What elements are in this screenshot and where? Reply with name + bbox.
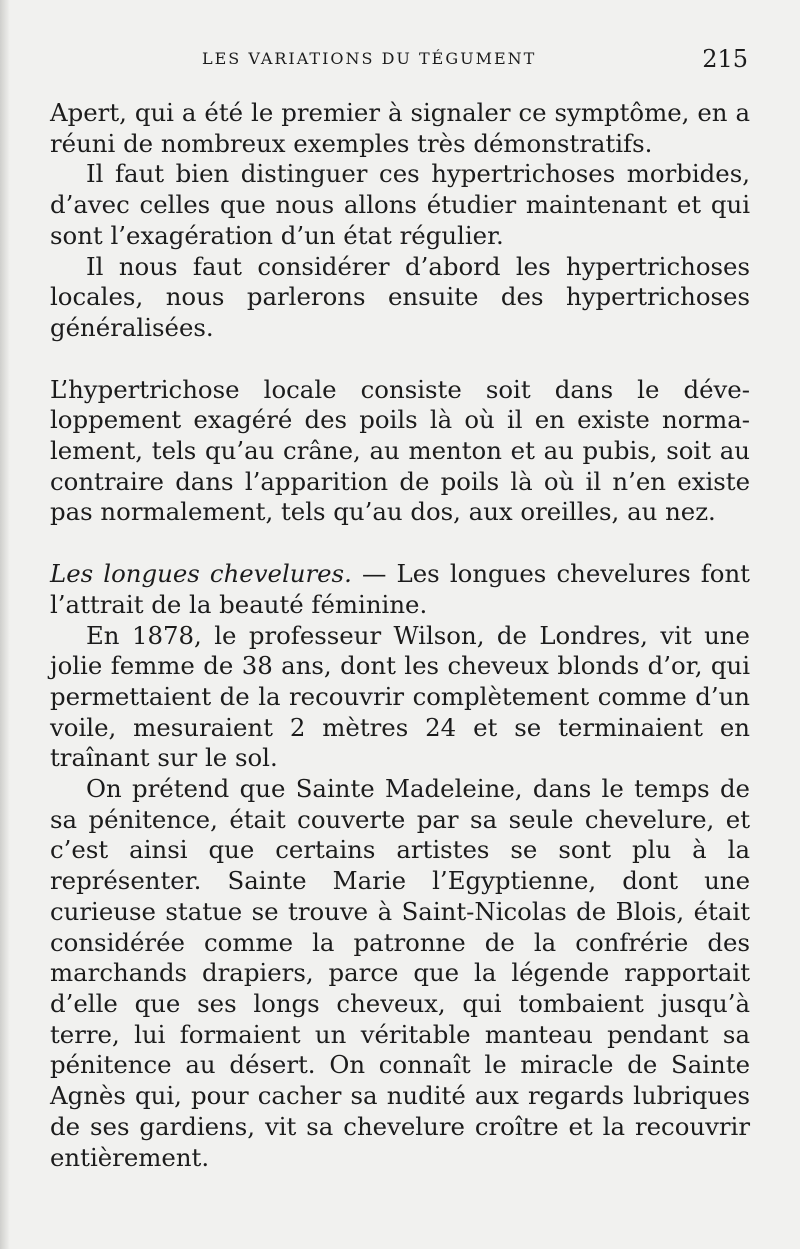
paragraph-considerer: Il nous faut considérer d’abord les hypertrichoses locales, nous parlerons ensuite des hypertrichoses généralisées.: [50, 251, 750, 342]
paragraph-longues-chevelures: [50, 559, 750, 620]
paragraph-apert: Apert, qui a été le premier à signaler ce symptôme, en a réuni de nombreux exemples très démonstratifs.: [50, 98, 750, 158]
paragraph-wilson: En 1878, le professeur Wilson, de Londres, vit une jolie femme de 38 ans, dont les cheveux blonds d’or, qui permettaient de la recouvrir complètement comme d’un voile, mesuraient 2 mètres 24 et se terminaient en traînant sur le sol.: [50, 620, 750, 773]
paragraph-hypertrichose-locale: L’hypertrichose locale consiste soit dans le développement exagéré des poils là où il en existe normalement, tels qu’au crâne, au menton et au pubis, soit au contraire dans l’apparition de poils là où il n’en existe pas normalement, tels qu’au dos, aux oreilles, au nez.: [50, 374, 750, 527]
page-number: 215: [702, 45, 748, 73]
running-head: [50, 45, 750, 77]
section-heading-text: — Les longues chevelures font l’attrait de la beauté féminine.: [50, 559, 750, 619]
running-title: LES VARIATIONS DU TÉGUMENT: [202, 49, 537, 68]
paragraph-madeleine: On prétend que Sainte Madeleine, dans le temps de sa pénitence, était couverte par sa seule chevelure, et c’est ainsi que certains artistes se sont plu à la représenter. Sainte Marie l’Egyptienne, dont une curieuse statue se trouve à Saint-Nicolas de Blois, était considérée comme la patronne de la confrérie des marchands drapiers, parce que la légende rapportait d’elle que ses longs cheveux, qui tombaient jusqu’à terre, lui formaient un véritable manteau pendant sa pénitence au désert. On connaît le miracle de Sainte Agnès qui, pour cacher sa nudité aux regards lubriques de ses gardiens, vit sa chevelure croître et la recouvrir entièrement.: [50, 774, 750, 1172]
section-heading: Les longues chevelures.: [50, 559, 352, 589]
page-body: [50, 98, 750, 1173]
paragraph-distinguer: Il faut bien distinguer ces hypertrichoses morbides, d’avec celles que nous allons étudier maintenant et qui sont l’exagération d’un état régulier.: [50, 159, 750, 250]
